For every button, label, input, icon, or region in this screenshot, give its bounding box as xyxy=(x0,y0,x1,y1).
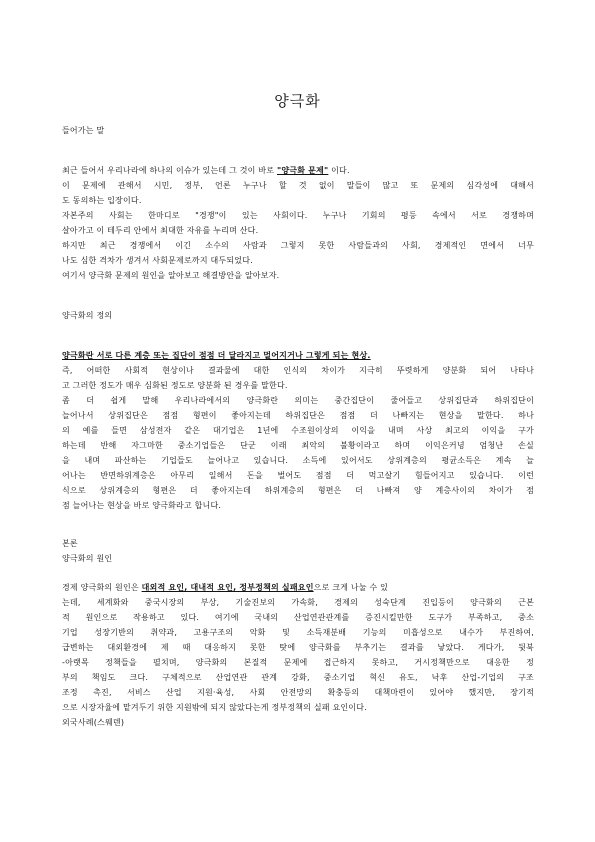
definition-line-8: 어나는 반면하위계층은 아무리 일해서 돈을 벌어도 점점 더 먹고살기 힘들어지고 있습니다. 이런 xyxy=(62,471,534,480)
causes-highlight: 대외적 요인, 대내적 요인, 정부정책의 실패요인 xyxy=(141,583,314,592)
body-line-1-a: 경제 양극화의 원인은 xyxy=(62,583,142,592)
body-line-1 xyxy=(62,583,534,593)
section-heading-body: 본론 xyxy=(62,539,78,548)
body-line-6: -아랫목 정책들을 펼치며, 양극화의 본질적 문제에 접근하지 못하고, 거시정책만으로 대응한 정 xyxy=(62,658,534,667)
subheading-causes: 양극화의 원인 xyxy=(62,554,113,563)
body-line-2: 는데, 세계화와 중국시장의 부상, 기술진보의 가속화, 경제의 성숙단계 진입등이 양극화의 근본 xyxy=(62,598,534,607)
definition-line-6: 하는데 반해 자그마한 중소기업들은 단군 이래 최악의 불황이라고 하며 이익은커녕 엄청난 손실 xyxy=(62,441,534,450)
document-title: 양극화 xyxy=(274,92,321,110)
highlight-term: "양극화 문제" xyxy=(276,166,329,175)
definition-line-5: 의 예를 들면 삼성전자 같은 대기업은 1년에 수조원이상의 이익을 내며 사상 최고의 이익을 구가 xyxy=(62,426,534,435)
definition-line-1: 즉, 어떠한 사회적 현상이나 결과물에 대한 인식의 차이가 지극히 뚜렷하게 양분화 되어 나타나 xyxy=(62,366,534,375)
body-line-8: 조정 촉진, 서비스 산업 지원·육성, 사회 안전망의 확충등의 대책마련이 있어야 했지만, 장기적 xyxy=(62,688,534,697)
body-line-7: 부의 책임도 크다. 구체적으로 산업연관 관계 강화, 중소기업 혁신 유도, 낙후 산업-기업의 구조 xyxy=(62,673,534,682)
definition-line-9: 식으로 상위계층의 형편은 더 좋아지는데 하위계층의 형편은 더 나빠져 양 계층사이의 차이가 점 xyxy=(62,486,534,495)
body-line-1-c: 으로 크게 나눌 수 있 xyxy=(313,583,389,592)
intro-line-1-a: 최근 들어서 우리나라에 하나의 이슈가 있는데 그 것이 바로 xyxy=(62,166,277,175)
intro-line-1-c: 이다. xyxy=(328,166,350,175)
body-line-9: 으로 시장자율에 맡겨두기 위한 지원밖에 되지 않았다는게 정부정책의 실패 요인이다. xyxy=(62,703,367,712)
section-heading-intro: 들어가는 말 xyxy=(62,126,105,135)
definition-highlight: 양극화란 서로 다른 계층 또는 집단이 점점 더 달라지고 멀어지거나 그렇게 되는 현상. xyxy=(62,351,371,360)
definition-line-2: 고 그러한 정도가 매우 심화된 정도로 양분화 된 경우를 말한다. xyxy=(62,381,288,390)
definition-line-7: 을 내며 파산하는 기업들도 늘어나고 있습니다. 소득에 있어서도 상위계층의 평균소득은 계속 늘 xyxy=(62,456,534,465)
definition-line-4: 늘어나서 상위집단은 점점 형편이 좋아지는데 하위집단은 점점 더 나빠지는 현상을 말한다. 하나 xyxy=(62,411,534,420)
definition-line-10: 점 늘어나는 현상을 바로 양극화라고 합니다. xyxy=(62,501,222,510)
intro-line-6: 하지만 최근 경쟁에서 이긴 소수의 사람과 그렇지 못한 사람들과의 사회, 경제적인 면에서 너무 xyxy=(62,241,534,250)
foreign-case-heading: 외국사례(스웨덴) xyxy=(62,718,125,727)
section-heading-definition: 양극화의 정의 xyxy=(62,311,113,320)
body-line-3: 적 원인으로 작용하고 있다. 여기에 국내의 산업연관관계를 증진시킬만한 도구가 부족하고, 중소 xyxy=(62,613,534,622)
body-line-4: 기업 성장기반의 취약과, 고용구조의 악화 및 소득재분배 기능의 미흡성으로 내수가 부진하여, xyxy=(62,628,534,637)
intro-line-7: 나도 심한 격차가 생겨서 사회문제로까지 대두되었다. xyxy=(62,256,253,265)
intro-line-8: 여기서 양극화 문제의 원인을 알아보고 해결방안을 알아보자. xyxy=(62,271,280,280)
intro-line-3: 도 동의하는 입장이다. xyxy=(62,196,142,205)
intro-line-1 xyxy=(62,166,534,176)
body-line-5: 급변하는 대외환경에 제 때 대응하지 못한 탓에 양극화를 부추기는 결과를 낳았다. 게다가, 뒷북 xyxy=(62,643,534,652)
intro-line-4: 자본주의 사회는 한마디로 "경쟁"이 있는 사회이다. 누구나 기회의 평등 속에서 서로 경쟁하며 xyxy=(62,211,534,220)
definition-line-3: 좀 더 쉽게 말해 우리나라에서의 양극화란 의미는 중간집단이 줄어들고 상위집단과 하위집단이 xyxy=(62,396,534,405)
intro-line-5: 살아가고 이 테두리 안에서 최대한 자유를 누리며 산다. xyxy=(62,226,259,235)
intro-line-2: 이 문제에 관해서 시민, 정부, 언론 누구나 할 것 없이 말들이 많고 또 문제의 심각성에 대해서 xyxy=(62,181,534,190)
